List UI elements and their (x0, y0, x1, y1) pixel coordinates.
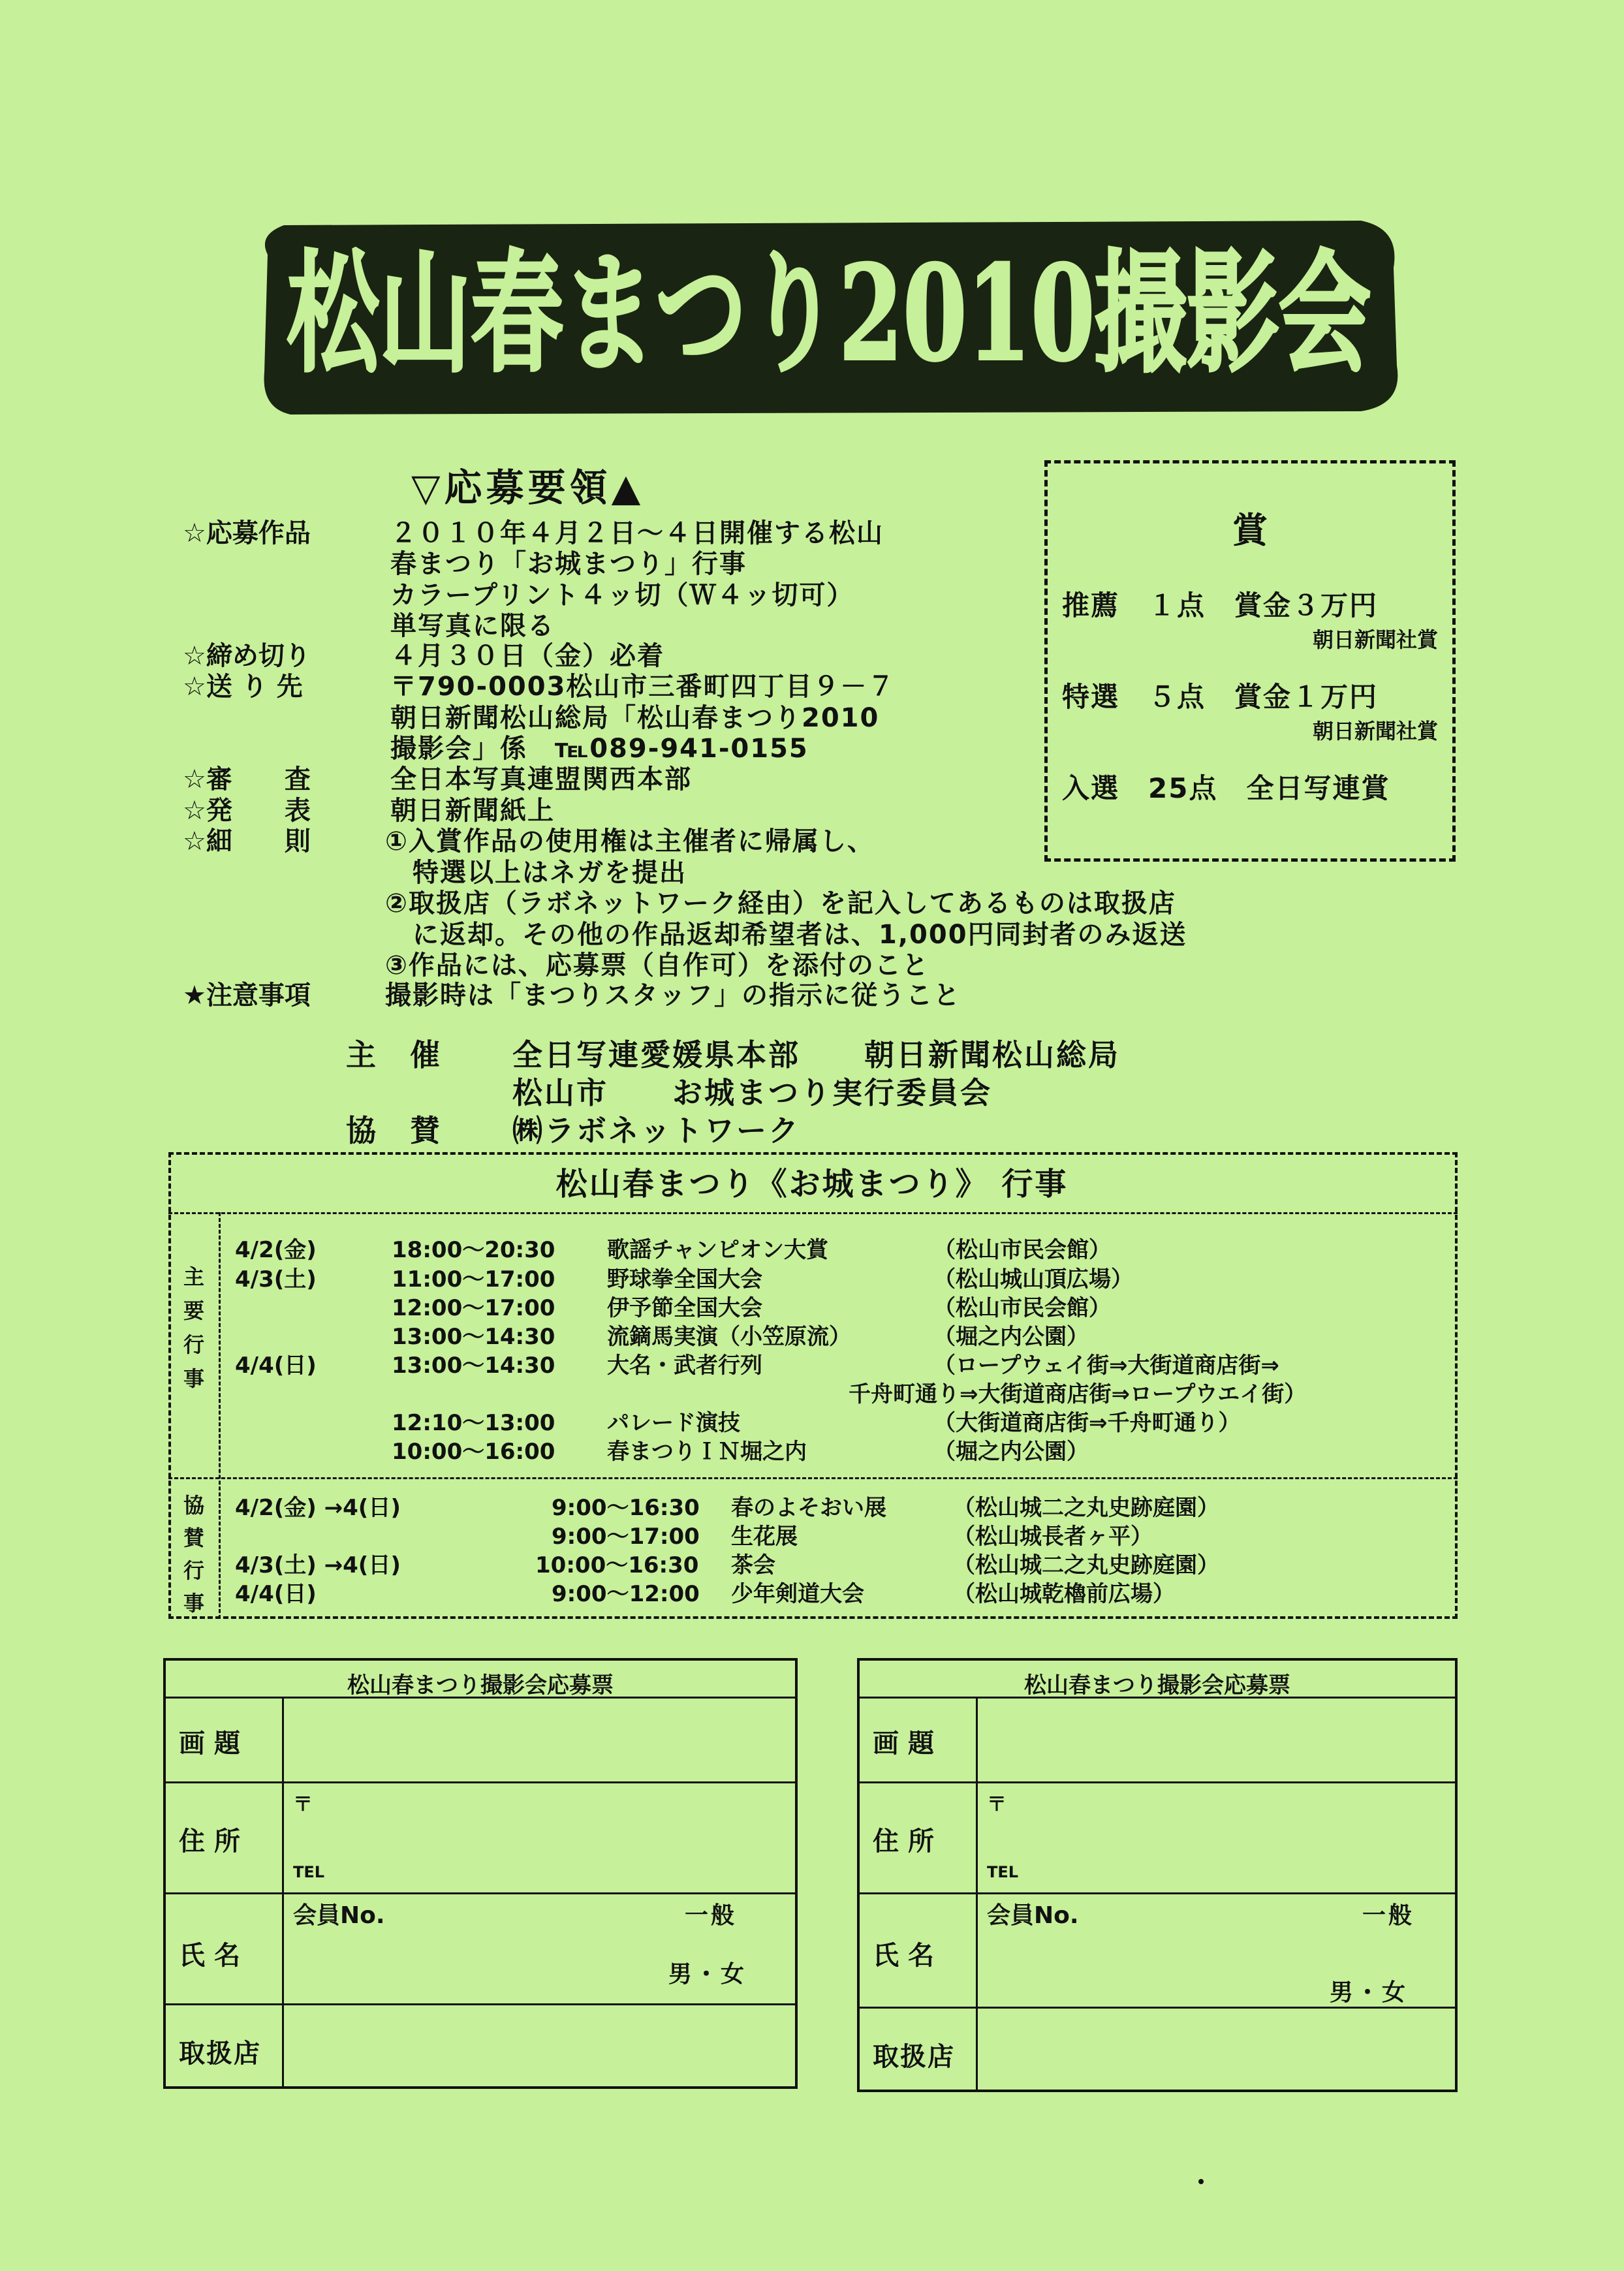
tel-mark: TEL (987, 1863, 1019, 1881)
event-place: （松山市民会館） (933, 1295, 1111, 1321)
event-date: 4/4(日) (235, 1581, 317, 1607)
sponsor-label: 協 賛 (346, 1113, 442, 1148)
guide-line: 〒790-0003松山市三番町四丁目９－７ (390, 672, 896, 702)
event-time: 13:00～14:30 (392, 1353, 555, 1379)
event-time: 10:00～16:30 (535, 1552, 699, 1578)
event-time: 10:00～16:00 (392, 1439, 555, 1465)
prize-special-sponsor: 朝日新聞社賞 (1312, 719, 1438, 744)
form-label-shop: 取扱店 (179, 2039, 261, 2069)
form-label-divider (282, 1697, 284, 2086)
guide-line: ②取扱店（ラボネットワーク経由）を記入してあるものは取扱店 (385, 888, 1176, 918)
event-name: 大名・武者行列 (607, 1353, 762, 1379)
guidelines-heading: ▽応募要領▲ (411, 465, 645, 510)
form-divider (860, 1892, 1455, 1894)
guide-line: 特選以上はネガを提出 (385, 858, 687, 888)
title-text: 松山春まつり2010撮影会 (287, 237, 1371, 390)
member-number: 会員No. (987, 1902, 1079, 1929)
event-name: 茶会 (731, 1552, 775, 1578)
event-date: 4/3(土) (235, 1266, 317, 1292)
event-time: 9:00～16:30 (552, 1495, 700, 1521)
tel-mark: TEL (293, 1863, 325, 1881)
event-date: 4/2(金) →4(日) (235, 1495, 401, 1521)
event-name: 伊予節全国大会 (607, 1295, 762, 1321)
event-name: 歌謡チャンピオン大賞 (607, 1237, 828, 1263)
event-time: 11:00～17:00 (392, 1266, 555, 1292)
label-entry-work: ☆応募作品 (183, 518, 311, 548)
form-title: 松山春まつり撮影会応募票 (347, 1672, 614, 1699)
form-divider (860, 1697, 1455, 1699)
event-place: （松山市民会館） (933, 1237, 1111, 1263)
form-divider (166, 2003, 795, 2005)
event-place: （堀之内公園） (933, 1324, 1089, 1350)
event-place-continued: 千舟町通り⇒大街道商店街⇒ロープウエイ街） (849, 1381, 1307, 1407)
host-label: 主 催 (346, 1037, 442, 1073)
guide-line: 撮影時は「まつりスタッフ」の指示に従うこと (385, 980, 961, 1010)
form-label-address: 住所 (873, 1826, 943, 1856)
event-name: 生花展 (731, 1524, 798, 1550)
entry-form-right[interactable] (857, 1658, 1458, 2092)
label-judging: ☆審 査 (183, 764, 311, 794)
event-place: （松山城山頂広場） (933, 1266, 1133, 1292)
event-time: 13:00～14:30 (392, 1324, 555, 1350)
form-label-shop: 取扱店 (873, 2042, 955, 2072)
event-name: 少年剣道大会 (731, 1581, 864, 1607)
event-place: （松山城二之丸史跡庭園） (953, 1495, 1219, 1521)
form-divider (166, 1697, 795, 1699)
label-rules: ☆細 則 (183, 826, 311, 856)
event-place: （松山城乾櫓前広場） (953, 1581, 1175, 1607)
events-section-divider (168, 1477, 1458, 1479)
events-title: 松山春まつり《お城まつり》 行事 (555, 1166, 1069, 1202)
event-time: 9:00～12:00 (552, 1581, 700, 1607)
stray-dot (1198, 2179, 1204, 2184)
guide-line: 全日本写真連盟関西本部 (390, 764, 692, 794)
form-label-address: 住所 (179, 1826, 249, 1856)
event-place: （堀之内公園） (933, 1439, 1089, 1465)
guide-line: 単写真に限る (390, 611, 555, 641)
general-label: 一般 (685, 1902, 738, 1929)
prize-box (1044, 460, 1456, 862)
general-label: 一般 (1362, 1902, 1415, 1929)
prize-recommend: 推薦 １点 賞金３万円 (1062, 589, 1379, 621)
form-label-name: 氏名 (873, 1941, 943, 1971)
event-place: （松山城二之丸史跡庭園） (953, 1552, 1219, 1578)
event-name: 春のよそおい展 (731, 1495, 886, 1521)
form-label-title: 画題 (179, 1729, 249, 1759)
event-name: パレード演技 (607, 1410, 740, 1436)
prize-selected: 入選 25点 全日写連賞 (1062, 772, 1390, 804)
postal-mark: 〒 (293, 1793, 313, 1816)
events-label-divider (219, 1212, 221, 1619)
prize-title: 賞 (1232, 510, 1268, 551)
event-time: 12:10～13:00 (392, 1410, 555, 1436)
event-date: 4/4(日) (235, 1353, 317, 1379)
event-date: 4/2(金) (235, 1237, 317, 1263)
event-place: （ロープウェイ街⇒大街道商店街⇒ (933, 1353, 1279, 1379)
label-notes: ★注意事項 (183, 980, 311, 1010)
events-divider (168, 1212, 1458, 1214)
gender-label: 男・女 (1330, 1979, 1409, 2006)
host-line-2: 松山市 お城まつり実行委員会 (512, 1075, 992, 1110)
guide-line: に返却。その他の作品返却希望者は、1,000円同封者のみ返送 (385, 920, 1187, 950)
guide-line: カラープリント４ッ切（Ｗ４ッ切可） (390, 580, 854, 610)
gender-label: 男・女 (668, 1961, 747, 1988)
postal-mark: 〒 (987, 1793, 1007, 1816)
label-deadline: ☆締め切り (183, 641, 311, 671)
event-date: 4/3(土) →4(日) (235, 1552, 401, 1578)
event-time: 18:00～20:30 (392, 1237, 555, 1263)
sponsor-name: ㈱ラボネットワーク (512, 1113, 800, 1148)
form-title: 松山春まつり撮影会応募票 (1024, 1672, 1290, 1699)
host-line-1: 全日写連愛媛県本部 朝日新聞松山総局 (512, 1037, 1120, 1073)
label-destination: ☆送 り 先 (183, 672, 303, 702)
page-title (251, 209, 1407, 424)
event-time: 12:00～17:00 (392, 1295, 555, 1321)
guide-line: ①入賞作品の使用権は主催者に帰属し、 (385, 826, 875, 856)
event-place: （松山城長者ヶ平） (953, 1524, 1153, 1550)
prize-recommend-sponsor: 朝日新聞社賞 (1312, 627, 1438, 652)
form-label-name: 氏名 (179, 1941, 249, 1971)
guide-line: 春まつり「お城まつり」行事 (390, 549, 747, 579)
event-name: 流鏑馬実演（小笠原流） (607, 1324, 851, 1350)
form-divider (860, 1781, 1455, 1783)
guide-line: ③作品には、応募票（自作可）を添付のこと (385, 950, 929, 980)
guide-line: 撮影会」係 ℡089-941-0155 (390, 734, 809, 764)
guide-line: 朝日新聞松山総局「松山春まつり2010 (390, 703, 880, 733)
member-number: 会員No. (293, 1902, 385, 1929)
guide-line: 朝日新聞紙上 (390, 796, 555, 826)
label-announcement: ☆発 表 (183, 796, 311, 826)
event-name: 春まつりＩＮ堀之内 (607, 1439, 807, 1465)
entry-form-left[interactable] (163, 1658, 798, 2089)
form-divider (166, 1892, 795, 1894)
form-divider (166, 1781, 795, 1783)
event-time: 9:00～17:00 (552, 1524, 700, 1550)
form-label-title: 画題 (873, 1729, 943, 1759)
event-place: （大街道商店街⇒千舟町通り） (933, 1410, 1241, 1436)
guide-line: ２０１０年４月２日～４日開催する松山 (390, 518, 884, 548)
prize-special: 特選 ５点 賞金１万円 (1062, 681, 1379, 713)
guide-line: ４月３０日（金）必着 (390, 641, 664, 671)
event-name: 野球拳全国大会 (607, 1266, 762, 1292)
